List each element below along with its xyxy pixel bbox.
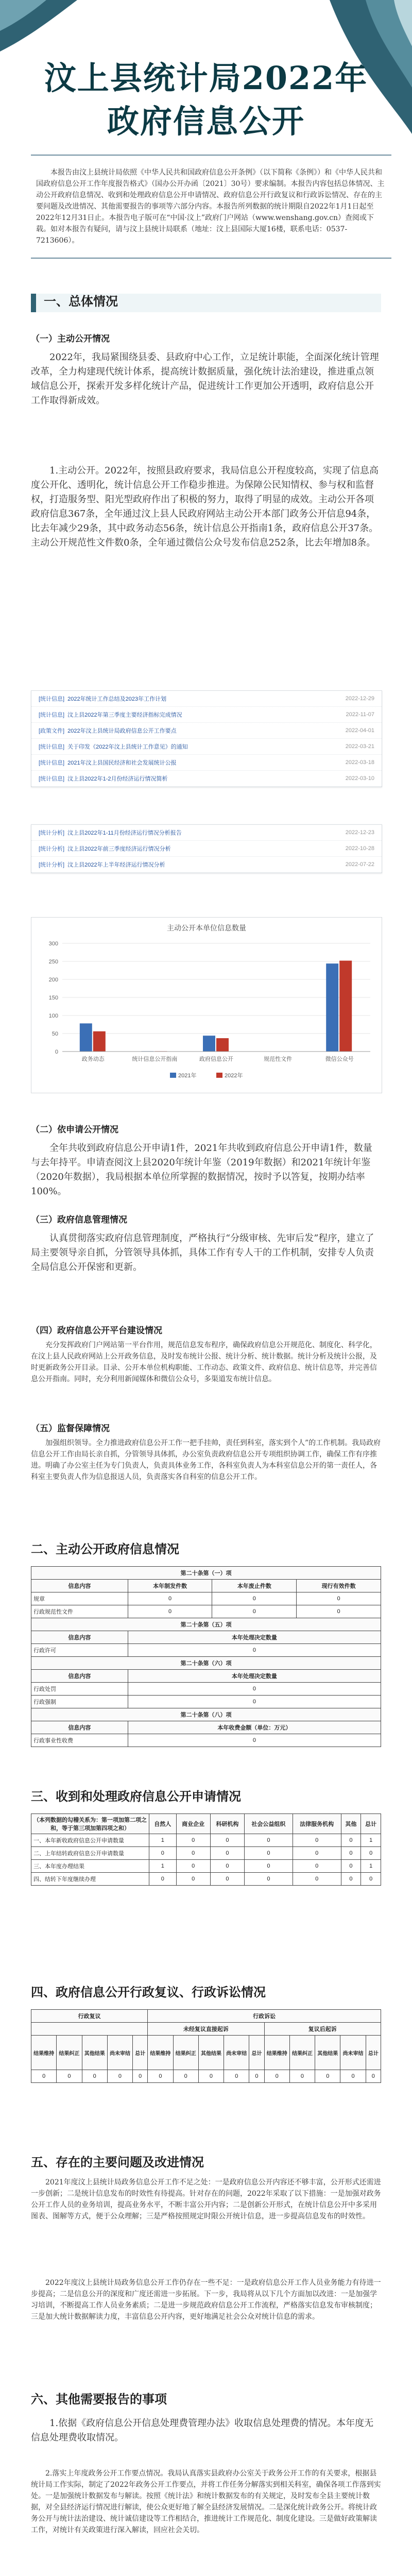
t1-r0c2: 0 [212, 1592, 297, 1605]
s3-cell: 0 [341, 1834, 361, 1847]
legend-label: 2022年 [225, 1073, 243, 1079]
s4-value: 0 [173, 2070, 198, 2083]
section5-heading: 五、存在的主要问题及改进情况 [31, 2155, 204, 2170]
section1-p7 [31, 1324, 381, 1337]
t1-r0c3: 0 [297, 1592, 381, 1605]
s3-header-cell: 社会公益组织 [245, 1814, 293, 1834]
section1-p9-heading: （五）监督保障情况 [31, 1423, 110, 1434]
news-item-link[interactable]: 2021年汶上县国民经济和社会发展统计公报 [67, 760, 177, 766]
news-item-link[interactable]: 汶上县2022年第三季度主要经济指标完成情况 [67, 712, 182, 718]
s3-header-cell: 商业企业 [176, 1814, 210, 1834]
section5-p2-text: 2022年度汶上县统计局政务信息公开工作仍存在一些不足：一是政府信息公开工作人员业务能力有待进一步提高；二是信息公开的深度和广度还需进一步拓展。下一步，我局将从以下几个方面加以改进：一是加强学习培训，不断提高工作人员业务素质；二是进一步规范政府信息公开工作流程，严格落实信息发布审核制度；三是加大统计数据解读力度，丰富信息公开内容，更好地满足社会公众对统计信息的需求。 [31, 2279, 381, 2321]
t1-h1: 本年制发件数 [128, 1580, 212, 1592]
s4-label: 其他结果 [198, 2036, 224, 2070]
section1-heading-wrap [44, 293, 394, 310]
s3-cell: 0 [176, 1860, 210, 1873]
s4-group-litigation: 行政诉讼 [148, 2010, 381, 2023]
section1-p10-text: 加强组织领导。全力推进政府信息公开工作一把手挂帅，责任到科室，落实到个人”的工作机制。我局政府信息公开工作由局长亲自抓，分管领导具体抓，办公室负责政府信息公开专项组织协调工作，确保工作有序推进。明确了办公室主任为专门负责人，负责具体业务工作，各科室负责人为本科室信息公开的第一责任人，各科室主要负责人作为信息报送人员，负责落实各自科室的信息公开工作。 [31, 1439, 381, 1481]
s3-table-row [31, 1847, 381, 1860]
section1-p4-text: 全年共收到政府信息公开申请1件，2021年共收到政府信息公开申请1件，数量与去年持平。申请查阅汶上县2020年统计年鉴（2019年数据）和2021年统计年鉴（2020年数据），我局根据本单位所掌握的数据情况，按时予以答复，按期办结率100%。 [31, 1143, 372, 1197]
news-item-date: 2022-03-21 [345, 743, 374, 750]
s4-value: 0 [82, 2070, 107, 2083]
news-item-date: 2022-12-29 [345, 696, 374, 702]
t4-r0c0: 行政事业性收费 [31, 1734, 128, 1747]
s4-subgroup: 未经复议直接起诉 [148, 2023, 264, 2036]
section5-p1 [31, 2177, 381, 2222]
page-title-line1: 汶上县统计局2022年 [44, 59, 368, 97]
s4-label: 总计 [133, 2036, 148, 2070]
s3-header-cell: 科研机构 [210, 1814, 244, 1834]
s3-header-cell: （本列数据的勾稽关系为：第一项加第二项之和，等于第三项加第四项之和） [31, 1814, 149, 1834]
section4-heading-wrap [31, 1984, 381, 2001]
analysis-item-link[interactable]: 汶上县2022年1-11月份经济运行情况分析报告 [67, 830, 182, 836]
bar [216, 1038, 229, 1052]
s3-cell: 1 [361, 1834, 381, 1847]
page-title-line2: 政府信息公开 [107, 103, 305, 140]
s3-cell: 三、本年度办理结果 [31, 1860, 149, 1873]
news-item-tag: [统计信息] [39, 776, 65, 782]
s3-cell: 0 [245, 1873, 293, 1886]
s3-cell: 二、上年结转政府信息公开申请数量 [31, 1847, 149, 1860]
s3-cell: 0 [361, 1873, 381, 1886]
s4-value: 0 [31, 2070, 57, 2083]
x-tick-label: 政府信息公开 [199, 1056, 233, 1062]
section1-p6-text: 认真贯彻落实政府信息管理制度，严格执行“分级审核、先审后发”程序，建立了局主要领导亲自抓，分管领导具体抓，具体工作有专人干的工作机制，安排专人负责全局信息公开保密和更新。 [31, 1233, 374, 1273]
section5-heading-wrap [31, 2154, 381, 2171]
s3-cell: 一、本年新收政府信息公开申请数量 [31, 1834, 149, 1847]
news-item-row[interactable] [31, 755, 382, 771]
t1-h2: 本年废止件数 [212, 1580, 297, 1592]
news-item-tag: [统计信息] [39, 712, 65, 718]
s3-cell: 0 [293, 1873, 341, 1886]
s4-label: 其他结果 [315, 2036, 340, 2070]
t1-r1c0: 行政规范性文件 [31, 1605, 128, 1618]
t1-h3: 现行有效件数 [297, 1580, 381, 1592]
y-tick-label: 100 [48, 1013, 58, 1019]
s3-cell: 0 [341, 1873, 361, 1886]
news-item-link[interactable]: 2022年汶上县统计局政府信息公开工作要点 [67, 728, 177, 734]
t3-r1c1: 0 [128, 1696, 381, 1708]
s3-cell: 1 [149, 1860, 177, 1873]
bar [326, 963, 338, 1052]
section3-table-wrap [31, 1814, 381, 1886]
section1-p7-heading: （四）政府信息公开平台建设情况 [31, 1326, 162, 1336]
s4-value: 0 [340, 2070, 366, 2083]
section2-tables [31, 1566, 381, 1747]
section1-p4 [31, 1141, 381, 1199]
s3-cell: 0 [210, 1873, 244, 1886]
t2-r0c0: 行政许可 [31, 1644, 128, 1657]
news-item-link[interactable]: 关于印发《2022年汶上县统计工作意见》的通知 [67, 744, 188, 750]
intro-box [31, 155, 391, 259]
section1-p5 [31, 1213, 381, 1227]
t1-r1c2: 0 [212, 1605, 297, 1618]
s3-table-row [31, 1860, 381, 1873]
analysis-item-row[interactable] [31, 825, 382, 841]
news-item-date: 2022-03-10 [345, 775, 374, 782]
y-tick-label: 50 [52, 1031, 58, 1037]
news-item-tag: [统计信息] [39, 696, 65, 702]
bar [203, 1036, 215, 1052]
news-item-link[interactable]: 2022年统计工作总结及2023年工作计划 [67, 696, 167, 702]
table-rule20-6-title: 第二十条第（六）项 [31, 1657, 381, 1670]
s3-cell: 四、结转下年度继续办理 [31, 1873, 149, 1886]
table-rule20-8-title: 第二十条第（八）项 [31, 1708, 381, 1721]
s3-cell: 0 [341, 1847, 361, 1860]
section1-p3 [31, 1123, 381, 1137]
s3-cell: 0 [149, 1847, 177, 1860]
section4-heading: 四、政府信息公开行政复议、行政诉讼情况 [31, 1985, 266, 1999]
analysis-list-panel [31, 824, 382, 873]
s3-cell: 0 [245, 1847, 293, 1860]
section5-p1-text: 2021年度汶上县统计局政务信息公开工作不足之处：一是政府信息公开内容还不够丰富，公开形式还需进一步创新；二是统计信息发布的时效性有待提高。针对存在的问题，2022年采取了以下措施：一是加强对政务公开工作人员的业务培训，提高业务水平，不断丰富公开内容；二是创新公开形式，在统计信息公开中多采用图表、图解等方式，便于公众理解；三是严格按照规定时限公开统计信息，进一步提高信息发布的时效性。 [31, 2178, 381, 2221]
x-tick-label: 规范性文件 [264, 1056, 293, 1062]
s4-value: 0 [198, 2070, 224, 2083]
section6-p2-text: 2.落实上年度政务公开工作要点情况。我局认真落实县政府办公室关于政务公开工作的有关要求，根据县统计局工作实际，制定了2022年政务公开工作要点，并将工作任务分解落实到相关科室，确保各项工作落到实处。一是加强统计数据发布与解读。按照《统计法》和统计数据发布的有关规定，及时发布全县主要统计数据，对全县经济运行情况进行解读，使公众更好地了解全县经济发展情况。二是深化统计政务公开。将统计政务公开与统计法治建设、统计诚信建设等工作相结合，推进统计工作规范化、制度化建设。三是做好政策解读工作，对统计有关政策进行深入解读，回应社会关切。 [31, 2469, 381, 2534]
news-list-panel [31, 690, 382, 787]
table-review-litigation [31, 2009, 381, 2083]
header-decoration-left [0, 0, 82, 57]
section1-p1 [31, 350, 381, 408]
t4-h1: 本年收费金额（单位：万元） [128, 1721, 381, 1734]
analysis-item-date: 2022-10-28 [345, 845, 374, 852]
bar [339, 961, 352, 1052]
s3-header-cell: 法律服务机构 [293, 1814, 341, 1834]
s4-group-review: 行政复议 [31, 2010, 148, 2023]
t2-r0c1: 0 [128, 1644, 381, 1657]
section6-p2 [31, 2468, 381, 2536]
intro-text: 本报告由汶上县统计局依照《中华人民共和国政府信息公开条例》（以下简称《条例》）和《中华人民共和国政府信息公开工作年度报告格式》（国办公开办函〔2021〕30号）要求编制。本报告内容包括总体情况、主动公开政府信息情况、收到和处理政府信息公开申请情况、政府信息公开行政复议和行政诉讼情况、存在的主要问题及改进情况、其他需要报告的事项等六部分内容。本报告所列数据的统计期限自2022年1月1日起至2022年12月31日止。本报告电子版可在“中国·汶上”政府门户网站（www.wenshang.gov.cn）查阅或下载。如对本报告有疑问，请与汶上县统计局联系（地址：汶上县国际大厦16楼，联系电话：0537-7213606）。 [36, 168, 385, 245]
s3-cell: 0 [176, 1834, 210, 1847]
analysis-item-link[interactable]: 汶上县2022年前三季度经济运行情况分析 [67, 846, 171, 852]
s3-header-cell: 其他 [341, 1814, 361, 1834]
s4-label: 结果维持 [31, 2036, 57, 2070]
section2-heading: 二、主动公开政府信息情况 [31, 1541, 179, 1556]
s3-table-row [31, 1834, 381, 1847]
analysis-item-row[interactable] [31, 841, 382, 857]
s3-table-row [31, 1873, 381, 1886]
section1-p8-text: 充分发挥政府门户网站第一平台作用，规范信息发布程序，确保政府信息公开规范化、制度化、科学化，在汶上县人民政府网站上公开政务信息，及时发布统计公报、统计分析、统计数据。统计分析及统计公报，及时更新政务公开目录。目录、公开本单位机构职能、工作动态、政策文件、政府信息、统计信息等，并完善信息公开指南。同时，充分利用新闻媒体和微信公众号，多渠道发布统计信息。 [31, 1341, 377, 1383]
news-item-date: 2022-03-18 [345, 759, 374, 766]
section1-p9 [31, 1422, 381, 1435]
news-item-row[interactable] [31, 771, 382, 787]
s3-cell: 0 [293, 1860, 341, 1873]
t3-r0c1: 0 [128, 1683, 381, 1696]
s3-cell: 0 [149, 1873, 177, 1886]
section1-p10 [31, 1437, 381, 1483]
chart1-svg [31, 933, 381, 1088]
s4-label: 总计 [249, 2036, 264, 2070]
table-rule20-5-title: 第二十条第（五）项 [31, 1618, 381, 1631]
news-item-row[interactable] [31, 707, 382, 723]
section1-p2-text: 1.主动公开。2022年，按照县政府要求，我局信息公开程度较高，实现了信息高度公开化、透明化，统计信息公开工作稳步推进。为保障公民知情权、参与权和监督权，打造服务型、阳光型政府作出了积极的努力，取得了明显的成效。主动公开各项政府信息367条，全年通过汶上县人民政府网站主动公开本部门政务公开信息94条，比去年减少29条，其中政务动态56条，统计信息公开指南1条，政府信息公开37条。主动公开规范性文件数0条，全年通过微信公众号发布信息252条，比去年增加8条。 [31, 465, 379, 548]
s4-label: 尚未审结 [107, 2036, 132, 2070]
bar [80, 1023, 92, 1052]
y-tick-label: 250 [48, 959, 58, 965]
t3-r0c0: 行政处罚 [31, 1683, 128, 1696]
analysis-item-row[interactable] [31, 857, 382, 873]
analysis-item-tag: [统计分析] [39, 862, 65, 868]
table-rule20-1 [31, 1566, 381, 1747]
s4-value: 0 [315, 2070, 340, 2083]
s4-value: 0 [264, 2070, 289, 2083]
news-item-tag: [政策文件] [39, 728, 65, 734]
s4-value: 0 [366, 2070, 381, 2083]
x-tick-label: 统计信息公开指南 [132, 1056, 178, 1062]
t1-h0: 信息内容 [31, 1580, 128, 1592]
s4-value: 0 [148, 2070, 173, 2083]
section2-heading-wrap [31, 1540, 381, 1558]
section1-p2 [31, 464, 381, 550]
page-title [0, 57, 412, 143]
analysis-item-date: 2022-07-22 [345, 861, 374, 868]
section6-p1 [31, 2416, 381, 2445]
analysis-item-link[interactable]: 汶上县2022年上半年经济运行情况分析 [67, 862, 165, 868]
news-item-date: 2022-04-01 [345, 727, 374, 734]
s4-value: 0 [107, 2070, 132, 2083]
y-tick-label: 0 [55, 1049, 58, 1055]
s4-value: 0 [224, 2070, 249, 2083]
s4-label: 结果纠正 [289, 2036, 315, 2070]
section4-table-wrap [31, 2009, 381, 2083]
news-item-tag: [统计信息] [39, 760, 65, 766]
s4-value: 0 [289, 2070, 315, 2083]
news-item-row[interactable] [31, 691, 382, 707]
s3-header-cell: 自然人 [149, 1814, 177, 1834]
legend-swatch [216, 1073, 222, 1078]
s3-cell: 0 [210, 1860, 244, 1873]
s4-label: 尚未审结 [340, 2036, 366, 2070]
s4-label: 总计 [366, 2036, 381, 2070]
section1-sub1 [31, 332, 381, 346]
s4-value: 0 [249, 2070, 264, 2083]
s3-cell: 1 [361, 1860, 381, 1873]
section1-p1-text: 2022年，我局紧围绕县委、县政府中心工作，立足统计职能，全面深化统计管理改革，全力构建现代统计体系，提高统计数据质量，强化统计法治建设，推进重点领域信息公开，探索开发多样化统计产品，促进统计工作更加公开透明，政府信息公开工作取得新成效。 [31, 352, 379, 406]
section6-p1-text: 1.依据《政府信息公开信息处理费管理办法》收取信息处理费的情况。本年度无信息处理费收取情况。 [31, 2418, 374, 2443]
t4-h0: 信息内容 [31, 1721, 128, 1734]
news-item-link[interactable]: 汶上县2022年1-2月份经济运行情况简析 [67, 776, 168, 782]
s3-cell: 0 [176, 1847, 210, 1860]
section1-heading: 一、总体情况 [44, 294, 118, 309]
t1-r1c1: 0 [128, 1605, 212, 1618]
t3-r1c0: 行政强制 [31, 1696, 128, 1708]
s4-blank [31, 2023, 148, 2036]
t2-h1: 本年处理决定数量 [128, 1631, 381, 1644]
s4-label: 结果维持 [148, 2036, 173, 2070]
news-item-tag: [统计信息] [39, 744, 65, 750]
section6-heading: 六、其他需要报告的事项 [31, 2392, 167, 2406]
bar [93, 1031, 106, 1052]
analysis-item-date: 2022-12-23 [345, 829, 374, 836]
table-applications [31, 1814, 381, 1886]
s3-cell: 0 [176, 1873, 210, 1886]
s4-label: 结果纠正 [173, 2036, 198, 2070]
section1-p3-heading: （二）依申请公开情况 [31, 1125, 118, 1135]
t3-h1: 本年处理决定数量 [128, 1670, 381, 1683]
section1-sub1-heading: （一）主动公开情况 [31, 334, 110, 344]
y-tick-label: 300 [48, 941, 58, 947]
s4-label: 结果维持 [264, 2036, 289, 2070]
news-item-row[interactable] [31, 739, 382, 755]
legend-label: 2021年 [178, 1073, 197, 1079]
t2-h0: 信息内容 [31, 1631, 128, 1644]
news-item-row[interactable] [31, 723, 382, 739]
s3-cell: 0 [341, 1860, 361, 1873]
s3-cell: 0 [210, 1834, 244, 1847]
t3-h0: 信息内容 [31, 1670, 128, 1683]
s3-cell: 0 [245, 1834, 293, 1847]
s4-label: 尚未审结 [224, 2036, 249, 2070]
s3-cell: 0 [210, 1847, 244, 1860]
t1-r1c3: 0 [297, 1605, 381, 1618]
s3-header-cell: 总计 [361, 1814, 381, 1834]
y-tick-label: 200 [48, 977, 58, 983]
s3-cell: 0 [245, 1860, 293, 1873]
section5-p2 [31, 2277, 381, 2323]
x-tick-label: 微信公众号 [325, 1056, 354, 1062]
section1-p8 [31, 1340, 381, 1385]
legend-swatch [170, 1073, 176, 1078]
s3-cell: 1 [149, 1834, 177, 1847]
t1-r0c0: 规章 [31, 1592, 128, 1605]
y-tick-label: 150 [48, 995, 58, 1001]
s4-value: 0 [133, 2070, 148, 2083]
chart1-box [31, 917, 382, 1093]
analysis-item-tag: [统计分析] [39, 830, 65, 836]
s3-cell: 0 [293, 1834, 341, 1847]
s3-cell: 0 [361, 1847, 381, 1860]
s4-value: 0 [57, 2070, 82, 2083]
s4-label: 其他结果 [82, 2036, 107, 2070]
analysis-item-tag: [统计分析] [39, 846, 65, 852]
section3-heading-wrap [31, 1788, 381, 1805]
s4-label: 结果纠正 [57, 2036, 82, 2070]
t1-r0c1: 0 [128, 1592, 212, 1605]
s4-subgroup: 复议后起诉 [264, 2023, 381, 2036]
section1-p5-heading: （三）政府信息管理情况 [31, 1215, 127, 1225]
x-tick-label: 政务动态 [81, 1056, 105, 1062]
section1-p6 [31, 1231, 381, 1275]
section3-heading: 三、收到和处理政府信息公开申请情况 [31, 1789, 241, 1804]
s3-cell: 0 [293, 1847, 341, 1860]
chart1-title: 主动公开本单位信息数量 [167, 924, 246, 932]
table-rule20-1-title: 第二十条第（一）项 [31, 1567, 381, 1580]
news-item-date: 2022-11-07 [346, 711, 374, 718]
t4-r0c1: 0 [128, 1734, 381, 1747]
section6-heading-wrap [31, 2391, 381, 2408]
